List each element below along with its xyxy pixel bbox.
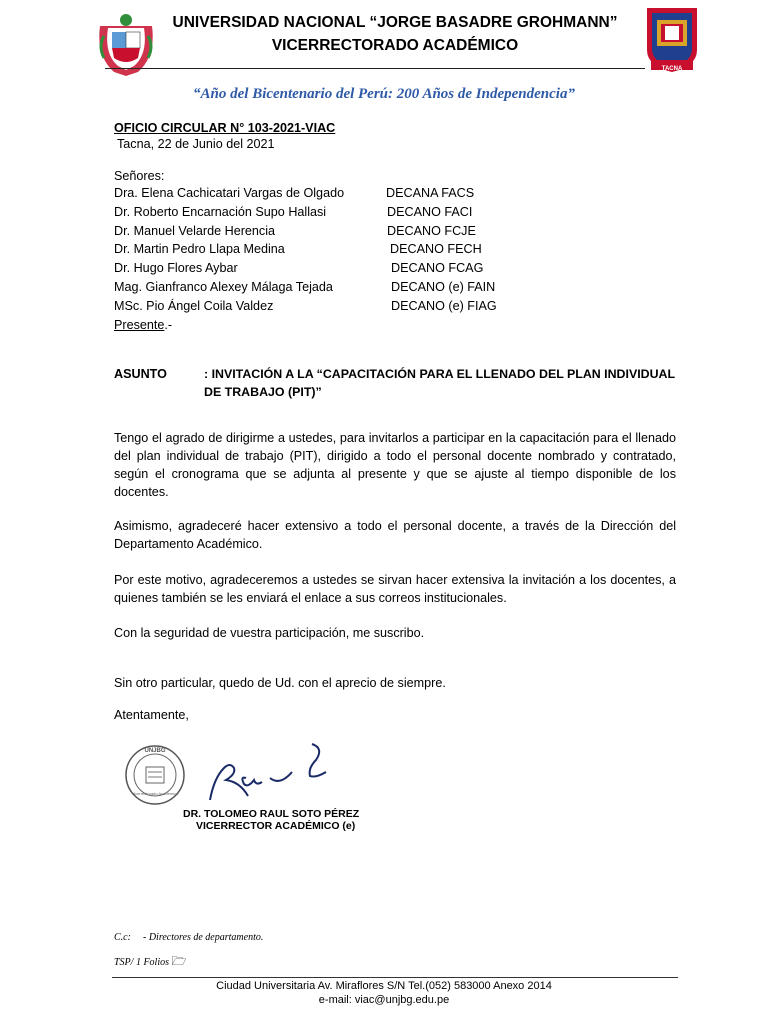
paragraph-text: Tengo el agrado de dirigirme a ustedes, para invitarlos a participar en la capacitación para el llenado del plan individual de trabajo (PIT), dirigido a todo el personal docente nombrado y contratado, según el cronograma que se adjunta al presente y que se ajuste al tiempo disponible de los docentes. — [114, 431, 676, 499]
office-name: VICERRECTORADO ACADÉMICO — [271, 37, 519, 54]
footer-divider — [112, 977, 678, 978]
recipient-name: Dr. Martin Pedro Llapa Medina — [114, 242, 285, 256]
recipient-name: Dr. Manuel Velarde Herencia — [114, 224, 276, 238]
recipient-role: DECANO (e) FAIN — [391, 280, 496, 294]
place-date: Tacna, 22 de Junio del 2021 — [117, 137, 275, 151]
paragraph-text: Asimismo, agradeceré hacer extensivo a todo el personal docente, a través de la Dirección del Departamento Académico. — [114, 519, 676, 551]
body-paragraph — [114, 517, 676, 553]
initials-text: TSP/ 1 Folios — [114, 957, 170, 968]
stamp-subcaption: Vicerrectorado Académico — [131, 791, 179, 796]
stamp-caption: UNJBG — [144, 748, 166, 754]
recipient-role: DECANO FCJE — [387, 224, 476, 238]
folder-icon: 🗁 — [171, 954, 187, 968]
recipient-name: Mag. Gianfranco Alexey Málaga Tejada — [114, 280, 333, 294]
body-paragraph — [114, 571, 676, 607]
header-divider — [105, 68, 645, 69]
salutation: Señores: — [114, 169, 165, 183]
signer-title: VICERRECTOR ACADÉMICO (e) — [196, 820, 356, 832]
body-paragraph — [114, 429, 676, 501]
footer-email: e-mail: viac@unjbg.edu.pe — [318, 994, 450, 1006]
signer-name: DR. TOLOMEO RAUL SOTO PÉREZ — [183, 808, 360, 820]
presente-word: Presente — [114, 318, 165, 332]
regards: Atentamente, — [114, 708, 189, 722]
recipient-name: MSc. Pio Ángel Coila Valdez — [114, 299, 274, 313]
subject-label: ASUNTO — [114, 367, 167, 381]
paragraph-text: Con la seguridad de vuestra participación, me suscribo. — [114, 626, 425, 640]
document-reference: OFICIO CIRCULAR N° 103-2021-VIAC — [114, 121, 336, 135]
subject-text: : INVITACIÓN A LA “CAPACITACIÓN PARA EL LLENADO DEL PLAN INDIVIDUAL DE TRABAJO (PIT)” — [204, 367, 675, 399]
cc-label: C.c: — [114, 932, 131, 943]
footer-address: Ciudad Universitaria Av. Miraflores S/N Tel.(052) 583000 Anexo 2014 — [216, 980, 552, 992]
university-seal-icon — [641, 4, 703, 74]
official-stamp-icon — [124, 744, 186, 806]
recipient-role: DECANO FACI — [387, 205, 473, 219]
paragraph-text: Por este motivo, agradeceremos a ustedes se sirvan hacer extensiva la invitación a los docentes, a quienes también se les enviará el enlace a sus correos institucionales. — [114, 573, 676, 605]
seal-caption: TACNA — [661, 66, 683, 72]
recipient-role: DECANO FCAG — [391, 261, 484, 275]
body-paragraph — [114, 624, 676, 642]
closing-line: Sin otro particular, quedo de Ud. con el aprecio de siempre. — [114, 676, 446, 690]
recipient-name: Dr. Roberto Encarnación Supo Hallasi — [114, 205, 327, 219]
handwritten-signature-icon — [200, 742, 330, 806]
university-name: UNIVERSIDAD NACIONAL “JORGE BASADRE GROHMANN” — [172, 14, 618, 31]
presente — [114, 316, 172, 335]
initials-folios — [114, 952, 186, 973]
year-motto: “Año del Bicentenario del Perú: 200 Años de Independencia” — [193, 86, 575, 102]
recipient-role: DECANO (e) FIAG — [391, 299, 497, 313]
cc-recipients: - Directores de departamento. — [143, 932, 264, 943]
recipient-name: Dra. Elena Cachicatari Vargas de Olgado — [114, 186, 345, 200]
presente-suffix: .- — [164, 318, 173, 332]
recipient-role: DECANO FECH — [390, 242, 482, 256]
recipient-role: DECANA FACS — [386, 186, 475, 200]
recipient-name: Dr. Hugo Flores Aybar — [114, 261, 238, 275]
